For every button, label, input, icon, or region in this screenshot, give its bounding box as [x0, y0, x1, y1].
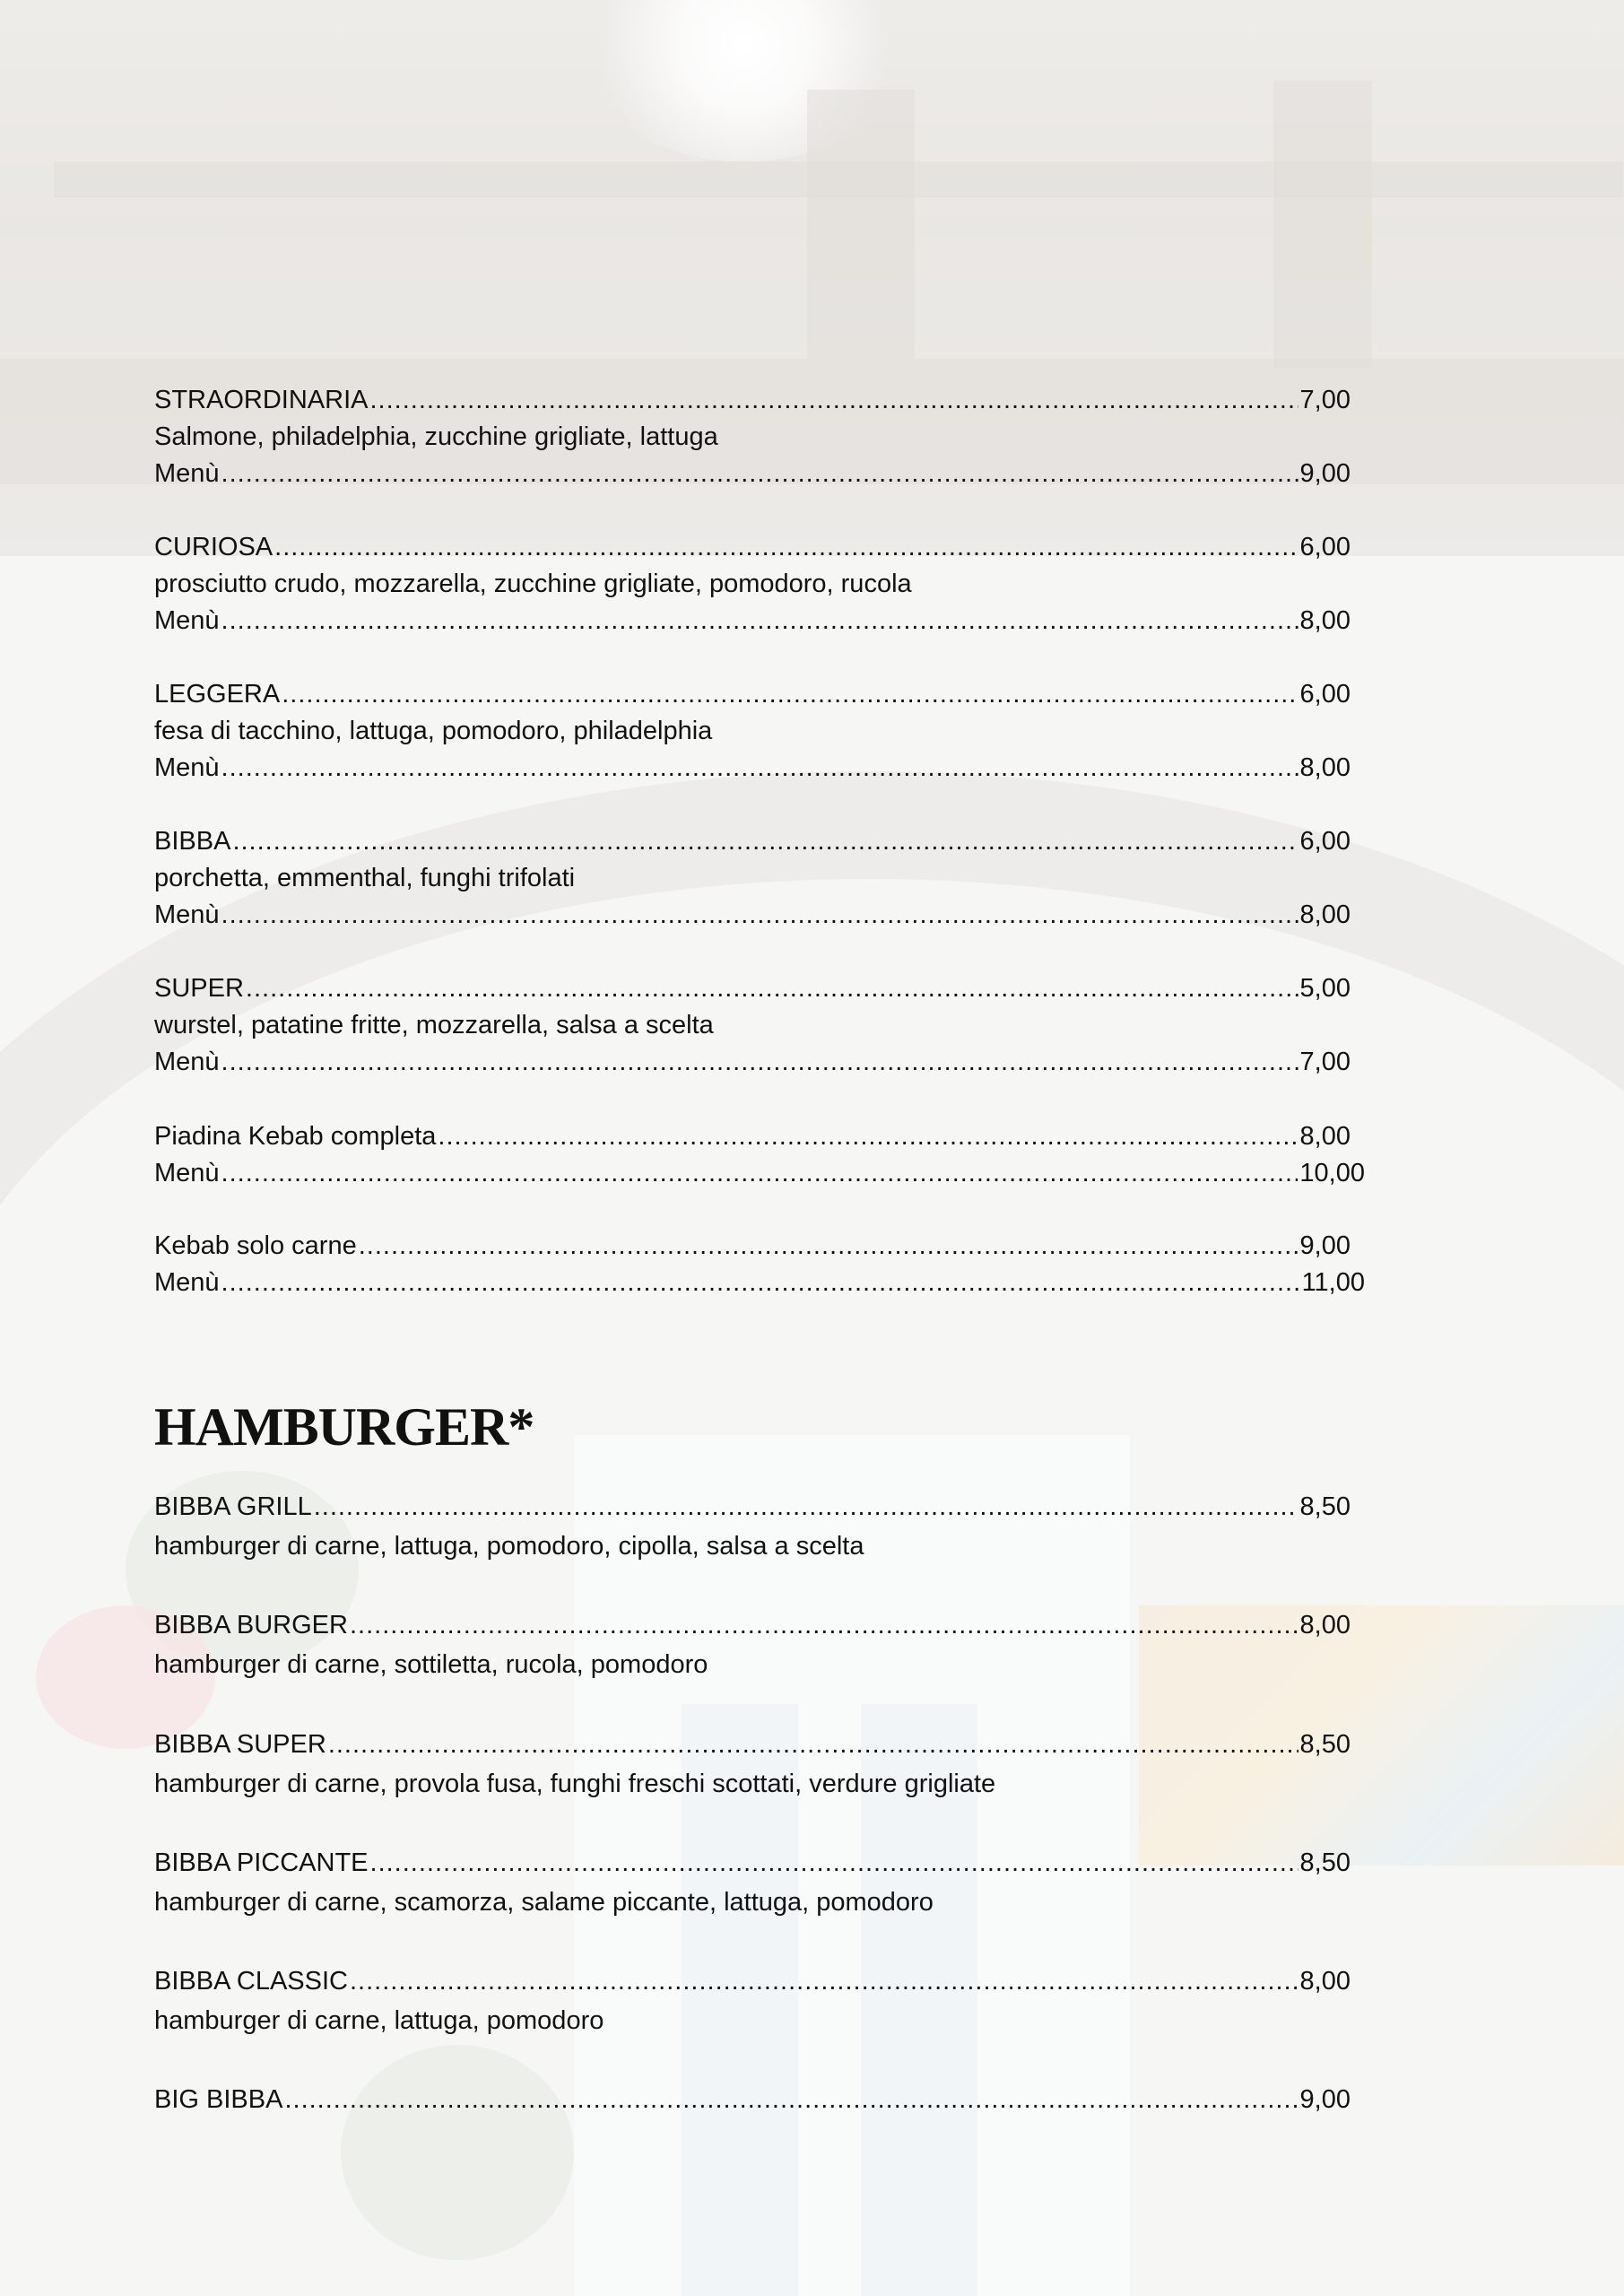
item-name: Piadina Kebab completa — [154, 1122, 437, 1151]
item-price: 8,00 — [1299, 1611, 1350, 1639]
menu-item — [154, 973, 1350, 1004]
dot-leader — [221, 900, 1298, 930]
menu-price: 9,00 — [1299, 459, 1350, 488]
item-price: 9,00 — [1299, 2085, 1350, 2114]
item-price: 6,00 — [1299, 680, 1350, 709]
menu-label: Menù — [154, 900, 220, 929]
dot-leader — [350, 1966, 1298, 1996]
menu-price: 11,00 — [1301, 1268, 1365, 1297]
menu-label: Menù — [154, 459, 220, 488]
item-price: 8,00 — [1299, 1122, 1350, 1151]
dot-leader — [314, 1492, 1298, 1522]
menu-item — [154, 1610, 1350, 1640]
dot-leader — [221, 1267, 1300, 1298]
menu-label: Menù — [154, 1159, 220, 1187]
item-description: hamburger di carne, scamorza, salame piccante, lattuga, pomodoro — [154, 1888, 934, 1917]
menu-item — [154, 1121, 1350, 1152]
menu-label: Menù — [154, 753, 220, 782]
dot-leader — [350, 1610, 1298, 1640]
item-name: BIBBA CLASSIC — [154, 1967, 348, 1996]
dot-leader — [359, 1231, 1298, 1261]
menu-label: Menù — [154, 1268, 220, 1297]
menu-price: 8,00 — [1299, 753, 1350, 782]
dot-leader — [221, 458, 1298, 489]
item-price: 8,50 — [1299, 1848, 1350, 1877]
menu-item — [154, 385, 1350, 415]
menu-item — [154, 2084, 1350, 2115]
dot-leader — [221, 1158, 1298, 1188]
dot-leader — [221, 605, 1298, 636]
item-name: BIBBA — [154, 827, 231, 856]
menu-price: 10,00 — [1299, 1159, 1365, 1187]
item-description: hamburger di carne, lattuga, pomodoro, cipolla, salsa a scelta — [154, 1532, 864, 1561]
item-description: fesa di tacchino, lattuga, pomodoro, philadelphia — [154, 717, 713, 745]
menu-price: 8,00 — [1299, 900, 1350, 929]
item-description: hamburger di carne, provola fusa, funghi freschi scottati, verdure grigliate — [154, 1770, 996, 1798]
item-price: 9,00 — [1299, 1231, 1350, 1260]
item-price: 5,00 — [1299, 974, 1350, 1003]
item-name: BIBBA PICCANTE — [154, 1848, 369, 1877]
menu-item — [154, 1729, 1350, 1760]
dot-leader — [369, 385, 1298, 415]
menu-item — [154, 826, 1350, 857]
item-name: BIG BIBBA — [154, 2085, 283, 2114]
item-price: 7,00 — [1299, 386, 1350, 414]
item-description: Salmone, philadelphia, zucchine grigliate, lattuga — [154, 422, 718, 451]
item-name: STRAORDINARIA — [154, 386, 369, 414]
item-price: 8,50 — [1299, 1492, 1350, 1521]
item-description: hamburger di carne, lattuga, pomodoro — [154, 2006, 604, 2035]
menu-item — [154, 679, 1350, 709]
dot-leader — [221, 1047, 1298, 1077]
menu-combo-row — [154, 752, 1350, 783]
dot-leader — [274, 532, 1298, 562]
dot-leader — [282, 679, 1298, 709]
menu-item — [154, 532, 1350, 562]
item-description: hamburger di carne, sottiletta, rucola, pomodoro — [154, 1650, 708, 1679]
menu-price: 7,00 — [1299, 1048, 1350, 1076]
item-description: wurstel, patatine fritte, mozzarella, salsa a scelta — [154, 1011, 714, 1039]
menu-combo-row — [154, 1267, 1365, 1298]
dot-leader — [328, 1729, 1298, 1760]
item-name: CURIOSA — [154, 533, 274, 561]
item-name: BIBBA BURGER — [154, 1611, 348, 1639]
menu-item — [154, 1966, 1350, 1996]
menu-combo-row — [154, 458, 1350, 489]
item-price: 6,00 — [1299, 827, 1350, 856]
item-description: prosciutto crudo, mozzarella, zucchine grigliate, pomodoro, rucola — [154, 570, 912, 598]
dot-leader — [232, 826, 1298, 857]
menu-label: Menù — [154, 606, 220, 635]
menu-combo-row — [154, 1158, 1365, 1188]
section-heading: HAMBURGER* — [154, 1397, 534, 1457]
item-name: BIBBA SUPER — [154, 1730, 326, 1759]
menu-combo-row — [154, 1047, 1350, 1077]
item-price: 8,00 — [1299, 1967, 1350, 1996]
dot-leader — [438, 1121, 1298, 1152]
item-name: LEGGERA — [154, 680, 281, 709]
menu-combo-row — [154, 605, 1350, 636]
item-name: BIBBA GRILL — [154, 1492, 312, 1521]
item-price: 6,00 — [1299, 533, 1350, 561]
menu-item — [154, 1492, 1350, 1522]
item-name: SUPER — [154, 974, 244, 1003]
menu-label: Menù — [154, 1048, 220, 1076]
item-description: porchetta, emmenthal, funghi trifolati — [154, 864, 576, 892]
dot-leader — [370, 1848, 1298, 1878]
item-name: Kebab solo carne — [154, 1231, 357, 1260]
menu-item — [154, 1231, 1350, 1261]
item-price: 8,50 — [1299, 1730, 1350, 1759]
menu-combo-row — [154, 900, 1350, 930]
menu-price: 8,00 — [1299, 606, 1350, 635]
dot-leader — [284, 2084, 1298, 2115]
dot-leader — [221, 752, 1298, 783]
menu-item — [154, 1848, 1350, 1878]
dot-leader — [246, 973, 1298, 1004]
